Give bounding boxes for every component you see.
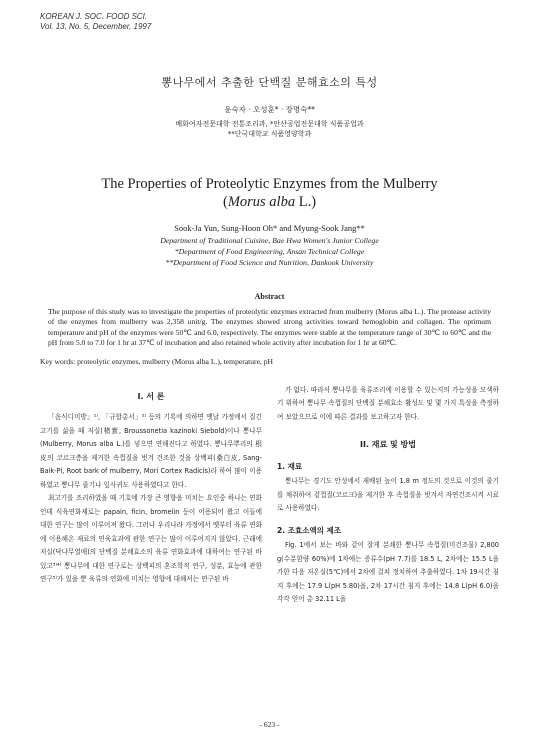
introduction-paragraph-3: 가 없다. 따라서 뽕나무를 육류조리에 이용할 수 있는지의 가능성을 모색하기 위하여 뽕나무 속껍질의 단백질 분해효소 활성도 및 몇 가지 특성을 측정하여 보았으므로 이에 따른 결과를 보고하고자 한다. [277,385,499,421]
korean-title: 뽕나무에서 추출한 단백질 분해효소의 특성 [161,76,378,89]
korean-affiliation-1: 배화여자전문대학 전통조리과, *안산공업전문대학 식품공업과 [175,120,364,128]
page-number: - 623 - [259,720,280,729]
english-authors: Sook-Ja Yun, Sung-Hoon Oh* and Myung-Sook Jang** [174,223,365,233]
english-title [40,175,499,211]
english-title-line-1: The Properties of Proteolytic Enzymes from the Mulberry [101,176,438,192]
materials-subheading: 1. 재료 [277,461,303,471]
methods-heading: II. 재료 및 방법 [360,440,416,450]
journal-volume: Vol. 13, No. 5, December, 1997 [40,22,152,31]
abstract-text: The purpose of this study was to investigate the properties of proteolytic enzymes extracted from mulberry (Morus alba L.). The protease activity of the enzymes from mulberry was 2,358 unit/g. The enzymes showed strong activities toward hemoglobin and collagen. The optimum temperature and pH of the enzymes were 50℃ and 6.0, respectively. The enzymes were stable at the temperature range of 30℃ to 60℃ and the pH from 5.0 to 7.0 for 1 hr at 37℃ of incubation and also retained whole activity after incubation for 1 hr at 60℃. [48,307,491,348]
introduction-paragraph-1: 「음식디미방」¹⁾, 「규합총서」²⁾ 등의 기록에 의하면 옛날 가정에서 질긴 고기를 삶을 때 저실(楮實, Broussonetia kazinoki Siebold)이나 뽕나무(Mulberry, Morus alba L.)를 넣으면 연해진다고 하였다. 뽕나무뿌리의 根皮의 코르크층을 제거한 속껍질을 벗겨 건조한 것을 상백피(桑白皮, Sang-Baik-Pi, Root bark of mulberry, Mori Cortex Radicis)라 하여 많이 이용하였고 뽕나무 줄기나 잎사귀도 사용하였다고 한다. [40,413,262,489]
keywords: Key words: proteolytic enzymes, mulberry (Morus alba L.), temperature, pH [40,356,274,366]
english-title-line-2: (Morus alba L.) [222,194,317,210]
english-affiliations [40,235,499,268]
introduction-heading: I. 서 론 [137,391,165,401]
english-affiliation-1: Department of Traditional Cuisine, Bae Hwa Women's Junior College [160,236,379,245]
enzyme-prep-paragraph: Fig. 1에서 보는 바와 같이 잘게 분쇄한 뽕나무 속껍질(미건조물) 2,800 g(수분함량 60%)에 1차에는 증류수(pH 7.7)를 18.5 L, 2차에는 15.5 L을 가한 다음 저온실(5℃)에서 2차에 걸쳐 정치하여 추출하였다. 1차 19시간 침지 후에는 17.9 L(pH 5.80)을, 2차 17시간 침지 후에는 14.8 L(pH 6.0)을 각각 얻어 총 32.11 L을 [277,541,499,604]
species-name: Morus alba [227,194,296,210]
korean-affiliation-2: **단국대학교 식품영양학과 [227,130,312,138]
materials-paragraph: 뽕나무는 경기도 안성에서 재배된 높이 1.8 m 정도의 것으로 이것의 줄기를 채취하여 겉껍질(코르크)을 제거한 후 속껍질을 벗겨서 자연건조시켜 시료로 사용하였다. [277,477,499,513]
right-column [277,384,499,607]
journal-header [40,12,499,32]
body-columns [40,384,499,607]
korean-authors: 윤숙자 · 오성훈* · 장명숙** [224,105,315,114]
english-affiliation-2: *Department of Food Engineering, Ansan Technical College [174,247,365,256]
abstract-heading: Abstract [254,292,285,301]
left-column [40,384,262,607]
enzyme-prep-subheading: 2. 조효소액의 제조 [277,525,342,535]
english-affiliation-3: **Department of Food Science and Nutrition, Dankook University [165,258,374,267]
introduction-paragraph-2: 최고기를 조리하였을 때 기호에 가장 큰 영향을 미치는 요인중 하나는 연화인데 식육연화제로는 papain, ficin, bromelin 등이 이용되어 왔고 이들에 대한 연구는 많이 이루어져 왔다. 그러나 우리나라 가정에서 옛부터 육류 연화에 이용해온 재료의 연육효과에 관한 연구는 많이 이루어지지 않았다. 근래에 저실(닥나무열매)의 단백질 분해효소의 육류 연화효과에 대하여는 연구된 바 있고³⁾⁴⁾ 뽕나무에 대한 연구로는 상백피의 혼조학적 연구, 성분, 효능에 관한 연구⁵⁾가 있을 뿐 육류의 연화에 미치는 영향에 대해서는 연구된 바 [40,494,262,584]
journal-name: KOREAN J. SOC. FOOD SCI. [40,12,148,21]
korean-affiliations [40,119,499,139]
